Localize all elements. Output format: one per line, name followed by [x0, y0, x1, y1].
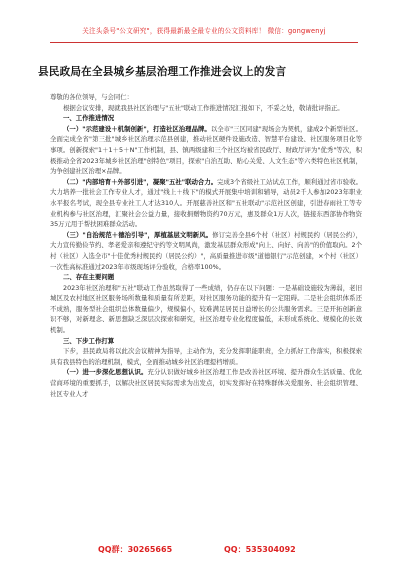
section-heading-1: 一、工作推进情况 [63, 114, 115, 123]
paragraph-3-body: 修订完善全县6个村（社区）村规民约（居民公约），大力宣传勤俭节约、孝老爱亲和遵纪守约等文明风尚，激发基层群众形成"向上、向好、向善"的价值取向。2个村（社区）入选全市"十佳优秀村规民约（居民公约）"，高质量推进市级"道德银行"示范创建，×个村（社区）一次性高标准通过2023年市级现场评分验收，合格率100%。 [50, 230, 362, 271]
paragraph-2-lead: （二）"内部培育＋外部引进"，凝聚"五社"联动合力。 [63, 177, 218, 186]
contact-footer [58, 544, 358, 558]
paragraph-6-body: 充分认识做好城乡社区治理工作是改善社区环境、提升群众生活质量、优化营商环境的重要抓手，以解决社区居民实际需求为出发点，切实发挥好在特殊群体关爱服务、社会组织管理、社区专业人才 [50, 368, 362, 398]
paragraph-3 [50, 230, 362, 272]
paragraph-2 [50, 177, 362, 230]
document-body [50, 92, 362, 534]
paragraph-1-body: 以全市"三区同建"现场会为契机，建成2个新型社区。全面完成全省"第三批"城乡社区治理示范县创建，推动社区硬件设施改造、智慧平台建设、社区服务项目化等事项。创新探索"1＋1＋5＋N"工作机制，县、镇两级建和三个社区均被省民政厅、财政厅评为"优秀"等次，积极推动全省2023年城乡社区治理"创特色"项目，探索"自治互助、贴心关爱、人文生态"等六类特色社区机制，为争创建社区治理×品牌。 [50, 124, 362, 176]
paragraph-1 [50, 124, 362, 177]
greeting: 尊敬的各位领导，与会同仁： [50, 93, 134, 101]
intro-paragraph: 根据会议安排，现就我县社区治理与"五社"联动工作推进情况汇报如下，不妥之处，敬请批评指正。 [63, 103, 344, 112]
qq-number: QQ：535304092 [224, 545, 296, 554]
paragraph-1-lead: （一）"示范建设＋机制创新"，打造社区治理品牌。 [63, 124, 211, 133]
paragraph-6-lead: （一）进一步深化思想认识。 [63, 368, 148, 377]
paragraph-3-lead: （三）"自治规范＋德治引导"，厚植基层文明新风。 [63, 230, 213, 239]
paragraph-5: 下步，县民政局将以此次会议精神为指导，主动作为，充分发挥职能职责，全力抓好工作落实，积极探索具有我县特色的治理机制，模式，全面推动城乡社区治理提档增质。 [50, 347, 362, 366]
promo-banner-text: 关注头条号"公文研究"，获得最新最全最专业的公文资料库！ 微信：gongwenyj [82, 27, 326, 35]
section-heading-2: 二、存在主要问题 [63, 273, 115, 282]
paragraph-6 [50, 367, 362, 399]
paragraph-2-body: 完成3个省级社工站试点工作，顺利通过省市验收。大力培养一批社会工作专业人才，通过"线上＋线下"的模式开展集中培训和辅导，动员2千人参加2023年职业水平报名考试，现全县专业社工人才达310人。开展慈善社区和"五社联动"示范社区创建，引进春雨社工等专业机构参与社区治理，汇聚社会公益力量，接收捐赠物资约70万元，惠及群众1万人次，链接东西部协作物资35万元用于帮扶困难群众活动。 [50, 177, 362, 229]
qq-group-number: QQ群：30265665 [98, 545, 173, 554]
paragraph-4: 2023年社区治理和"五社"联动工作虽然取得了一些成绩，仍存在以下问题：一是基础设施较为薄弱，老旧城区及农村地区社区服务场所数量和质量有所差距，对社区服务功能的提升有一定阻碍。二是社会组织体系还不成熟，服务型社会组织总体数量偏少，规模偏小，较难满足居民日益增长的公共服务需求。三是开拓创新意识不够，对新理念、新思想缺乏深层次探索和研究，社区治理专业化程度偏低，未形成系统化、规模化的长效机制。 [50, 283, 362, 335]
document-title: 县民政局在全县城乡基层治理工作推进会议上的发言 [38, 66, 287, 78]
section-heading-3: 三、下步工作打算 [63, 336, 115, 345]
promo-banner [50, 20, 358, 43]
